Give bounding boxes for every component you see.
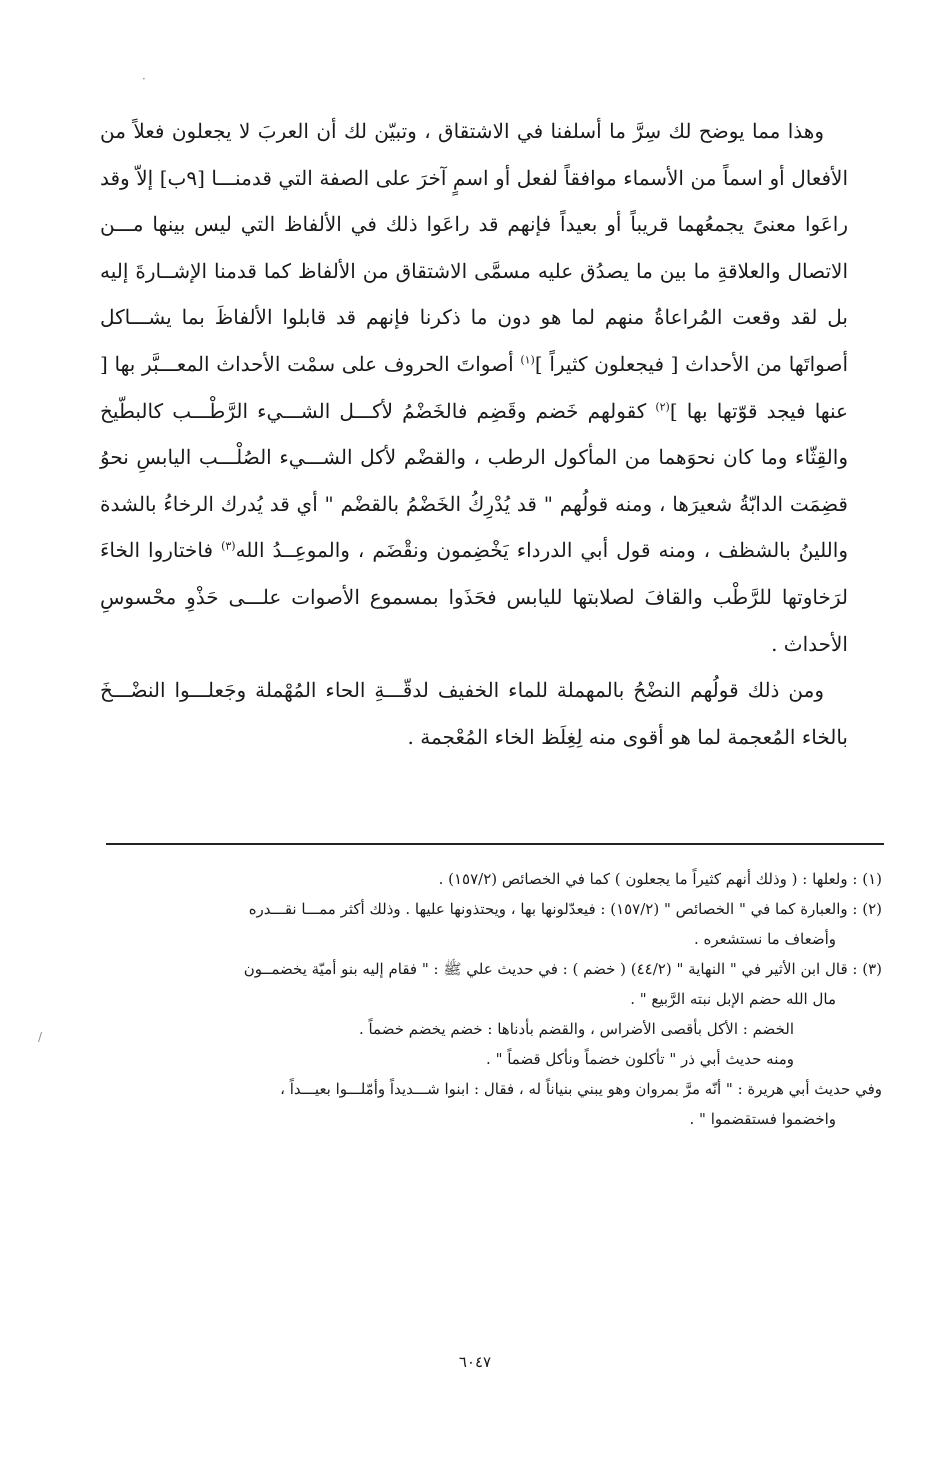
page-number: ٦٠٤٧ xyxy=(458,1353,492,1371)
footnote-ref-3: (٣) xyxy=(221,539,236,553)
footnote-ref-2: (٢) xyxy=(655,399,670,413)
footnote-1: (١) : ولعلها : ( وذلك أنهم كثيراً ما يجعلون ) كما في الخصائص (١٥٧/٢) . xyxy=(438,870,882,888)
footnote-3: (٣) : قال ابن الأثير في " النهاية " (٤٤/٢) ( خضم ) : في حديث علي ﷺ : " فقام إليه بنو أميّة يخضمــون xyxy=(243,960,882,978)
paragraph-1-part-a: وهذا مما يوضح لك سِرَّ ما أسلفنا في الاشتقاق ، وتبيّن لك أن العربَ لا يجعلون فعلاً من الأفعال أو اسماً من الأسماء موافقاً لفعل أو اسمٍ آخرَ على الصفة التي قدمنـــا [٩ب] إلاّ وقد راعَوا معنىً يجمعُهما قريباً أو بعيداً فإنهم قد راعَوا ذلك في الألفاظ التي ليس بينها مـــن الاتصال والعلاقةِ ما بين ما يصدُق عليه مسمَّى الاشتقاق من الألفاظ كما قدمنا الإشــارةَ إليه بل لقد وقعت المُراعاةُ منهم لما هو دون ما ذكرنا فإنهم قد قابلوا الألفاظَ بما يشـــاكل أصواتَها من الأحداث [ فيجعلون كثيراً ] xyxy=(100,119,849,376)
footnote-3-hadith-abu-hurayra: وفي حديث أبي هريرة : " أنّه مرَّ بمروان وهو يبني بنياناً له ، فقال : ابنوا شـــديداً وأمّلـــوا بعيـــداً ، xyxy=(280,1080,882,1098)
footnote-ref-1: (١) xyxy=(520,353,535,367)
scan-speck: · xyxy=(142,72,146,86)
paragraph-1-part-d: فاختاروا الخاءَ لرَخاوتها للرَّطْب والقافَ لصلابتها لليابس فحَذَوا بمسموع الأصوات علـــى حَذْوِ محْسوسِ الأحداث . xyxy=(100,538,848,656)
footnote-2: (٢) : والعبارة كما في " الخصائص " (١٥٧/٢) : فيعدّلونها بها ، ويحتذونها عليها . وذلك أكثر ممـــا نقـــدره xyxy=(248,900,882,918)
paragraph-1-part-b: أصواتَ الحروف على سمْت الأحداث المعـــبَّر بها [ عنها فيجد قوّتها بها ] xyxy=(100,351,848,423)
paragraph-1 xyxy=(100,108,848,667)
footnotes xyxy=(100,864,882,1134)
main-text xyxy=(100,108,848,760)
footnote-3-hadith-abu-dharr: ومنه حديث أبي ذر " تأكلون خضماً ونأكل قضماً " . xyxy=(486,1050,794,1068)
footnote-3-definition: الخضم : الأكل بأقصى الأضراس ، والقضم بأدناها : خضم يخضم خضماً . xyxy=(358,1020,794,1038)
footnote-divider xyxy=(106,843,884,845)
paragraph-1-part-c: كقولهم خَضم وقَضِم فالخَضْمُ لأكـــل الشـــيء الرَّطْـــب كالبطّيخ والقِثّاء وما كان نحوَهما من المأكول الرطب ، والقضْم لأكل الشـــيء الصُلْـــب اليابسِ نحوُ قضِمَت الدابّةُ شعيرَها ، ومنه قولُهم " قد يُدْرِكُ الخَضْمُ بالقضْم " أي قد يُدرك الرخاءُ بالشدة واللينُ بالشظف ، ومنه قول أبي الدرداء يَخْضِمون ونقْضَم ، والموعِــدُ الله xyxy=(100,398,848,563)
footnote-3-hadith-continuation: واخضموا فستقضموا " . xyxy=(689,1110,836,1128)
footnote-2-continuation: وأضعاف ما نستشعره . xyxy=(693,930,836,948)
footnote-3-continuation: مال الله حضم الإبل نبته الرَّبيع " . xyxy=(630,990,836,1008)
scan-mark: / xyxy=(38,1030,43,1044)
paragraph-2: ومن ذلك قولُهم النضْحُ بالمهملة للماء الخفيف لدقّـــةِ الحاء المُهْملة وجَعلـــوا النضْـــخَ بالخاء المُعجمة لما هو أقوى منه لِغِلَظ الخاء المُعْجمة . xyxy=(100,678,848,749)
